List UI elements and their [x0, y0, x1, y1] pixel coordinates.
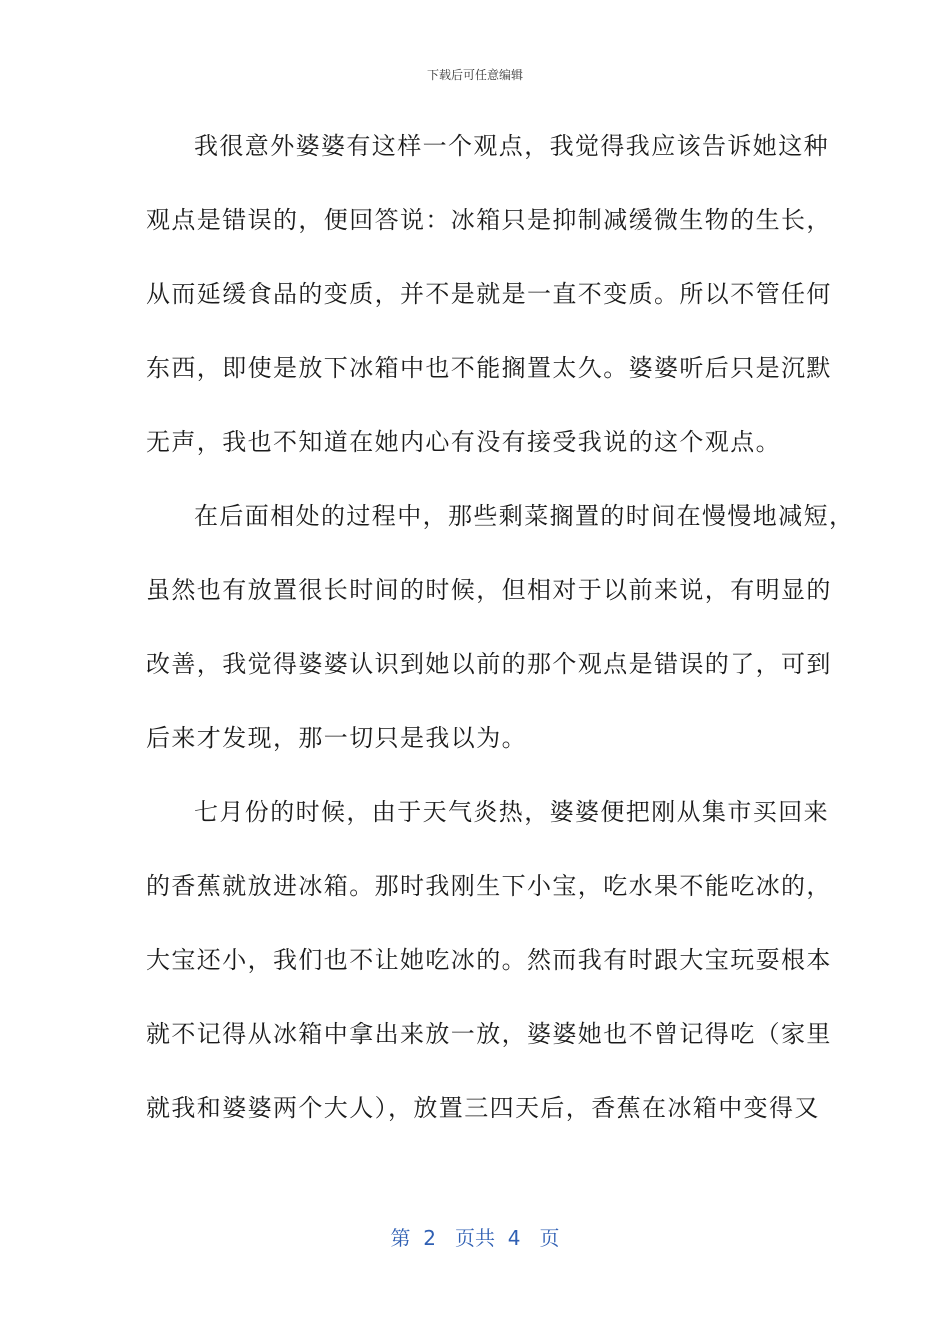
document-body: [146, 126, 855, 1162]
text-line: 大宝还小，我们也不让她吃冰的。然而我有时跟大宝玩耍根本: [146, 946, 832, 974]
text-line: 就不记得从冰箱中拿出来放一放，婆婆她也不曾记得吃（家里: [146, 1020, 832, 1048]
text-line: 的香蕉就放进冰箱。那时我刚生下小宝，吃水果不能吃冰的，: [146, 872, 832, 900]
text-line: 七月份的时候，由于天气炎热，婆婆便把刚从集市买回来: [194, 798, 829, 826]
text-line: 东西，即使是放下冰箱中也不能搁置太久。婆婆听后只是沉默: [146, 354, 832, 382]
text-line: 观点是错误的，便回答说：冰箱只是抑制减缓微生物的生长，: [146, 206, 832, 234]
text-line: 无声，我也不知道在她内心有没有接受我说的这个观点。: [146, 428, 781, 456]
page-number-footer: 第 2 页共 4 页: [390, 1226, 560, 1250]
text-line: 我很意外婆婆有这样一个观点，我觉得我应该告诉她这种: [194, 132, 829, 160]
text-line: 就我和婆婆两个大人），放置三四天后，香蕉在冰箱中变得又: [146, 1094, 820, 1122]
text-line: 改善，我觉得婆婆认识到她以前的那个观点是错误的了，可到: [146, 650, 832, 678]
text-line: 在后面相处的过程中，那些剩菜搁置的时间在慢慢地减短，: [194, 502, 855, 530]
text-line: 从而延缓食品的变质，并不是就是一直不变质。所以不管任何: [146, 280, 832, 308]
text-line: 后来才发现，那一切只是我以为。: [146, 724, 527, 752]
page-header: 下载后可任意编辑: [426, 68, 523, 82]
text-line: 虽然也有放置很长时间的时候，但相对于以前来说，有明显的: [146, 576, 832, 604]
